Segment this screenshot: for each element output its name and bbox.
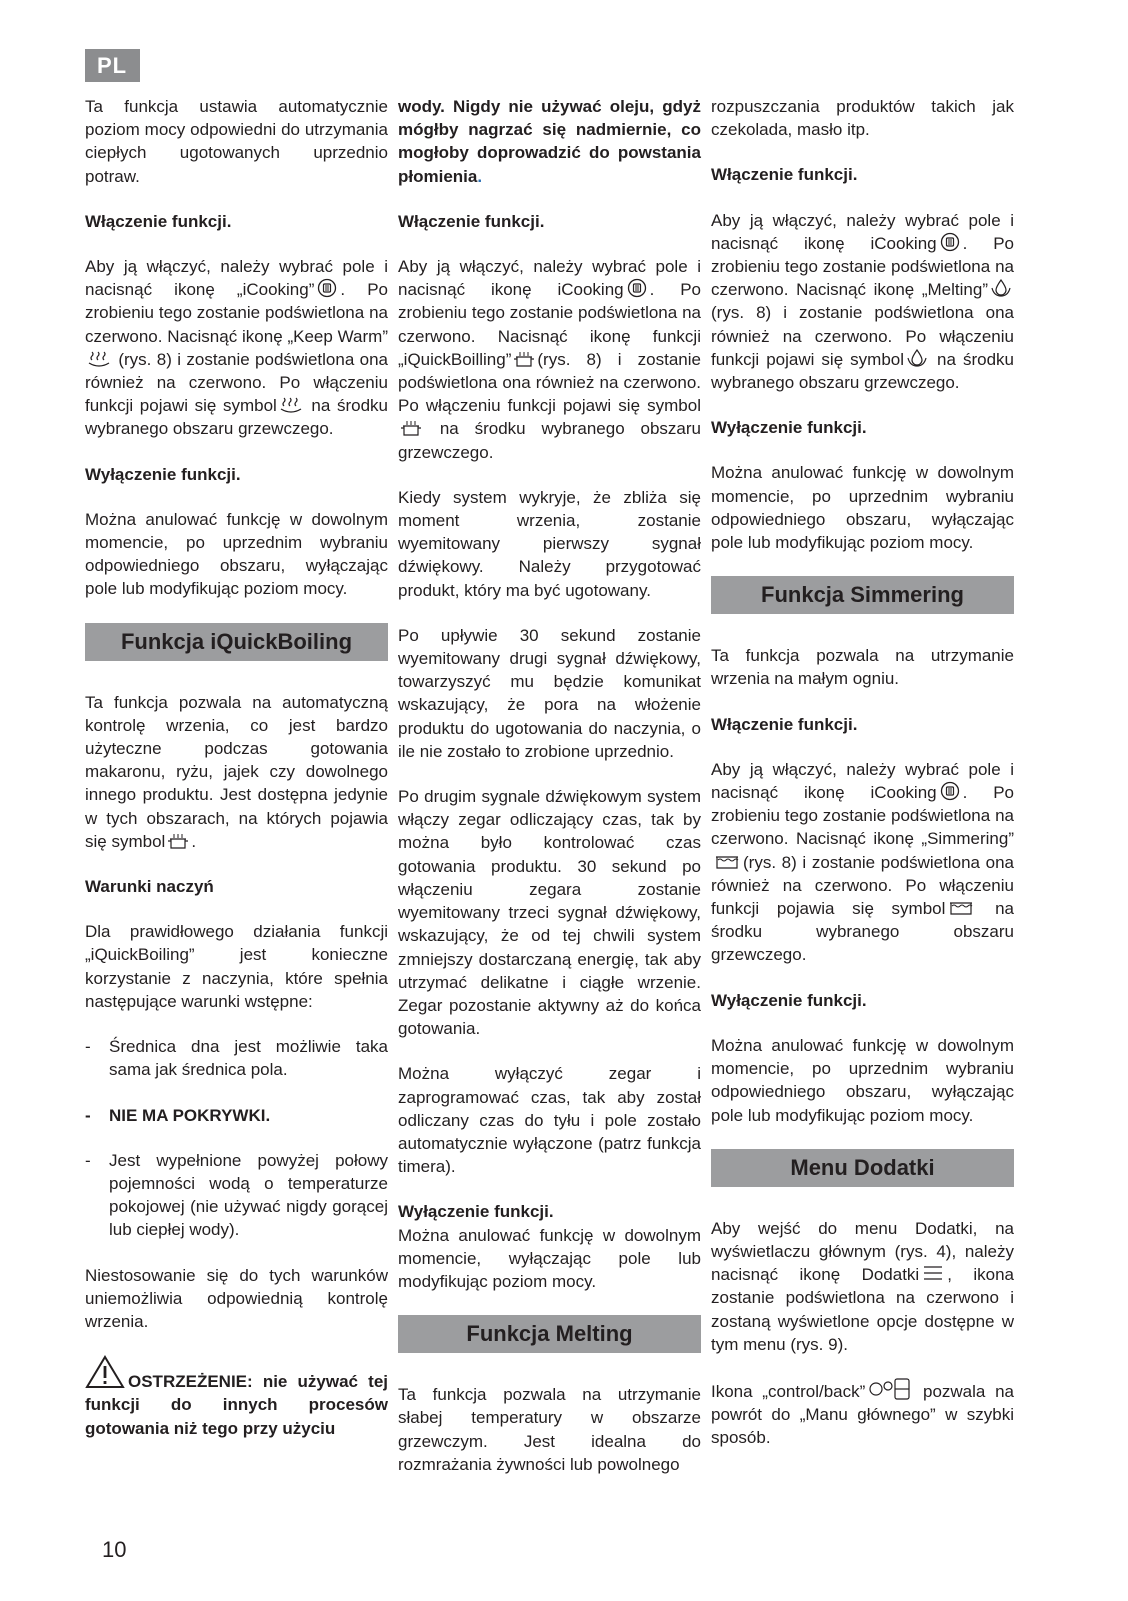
icooking-icon [940, 781, 960, 801]
melting-symbol-icon [907, 348, 927, 368]
control-back-text: Ikona „control/back” pozwala na powrót do „Manu głównego” w szybki sposób. [711, 1378, 1014, 1450]
warning-icon [85, 1355, 125, 1389]
disable-heading: Wyłączenie funkcji. [398, 1202, 554, 1222]
keep-warm-enable-text: Aby ją włączyć, należy wybrać pole i nacisnąć ikonę „iCooking” . Po zrobieniu tego zostanie podświetlona na czerwono. Nacisnąć ikonę „Keep Warm” (rys. 8) i zostanie podświetlona ona również na czerwono. Po włączeniu funkcji pojawi się symbol na środku wybranego obszaru grzewczego. [85, 257, 388, 439]
simmering-disable-text: Można anulować funkcję w dowolnym momencie, po uprzednim wybraniu odpowiedniego obszaru, wyłączając pole lub modyfikując poziom mocy. [711, 1035, 1014, 1125]
iquickboiling-disable-text: Można anulować funkcję w dowolnym momencie, wyłączając pole lub modyfikując poziom mocy. [398, 1225, 701, 1291]
disable-heading: Wyłączenie funkcji. [85, 464, 241, 484]
timer-text: Po drugim sygnale dźwiękowym system włączy zegar odliczający czas, tak by można było kontrolować czas gotowania produktu. 30 sekund po włączeniu zegara zostanie wyemitowany trzeci sygnał dźwiękowy, wskazujący, że od tej chwili system zmniejszy dostarczaną energię, tak aby utrzymać delikatne i ciągłe wrzenie. Zegar pozostanie aktywny aż do końca gotowania. [398, 787, 701, 1039]
section-bar-iquickboiling: Funkcja iQuickBoiling [85, 623, 388, 661]
menu-icon [922, 1263, 944, 1283]
keep-warm-disable-text: Można anulować funkcję w dowolnym momencie, po uprzednim wybraniu odpowiedniego obszaru, wyłączając pole lub modyfikując poziom mocy. [85, 509, 388, 599]
iquickboiling-enable-text: Aby ją włączyć, należy wybrać pole i nacisnąć ikonę iCooking . Po zrobieniu tego zostanie podświetlona na czerwono. Nacisnąć ikonę funkcji „iQuickBoilling” (rys. 8) i zostanie podświetlona ona również na czerwono. Po włączeniu funkcji pojawi się symbol na środku wybranego obszaru grzewczego. [398, 257, 701, 462]
melting-disable-text: Można anulować funkcję w dowolnym momencie, po uprzednim wybraniu odpowiedniego obszaru, wyłączając pole lub modyfikując poziom mocy. [711, 463, 1014, 553]
timer-disable-text: Można wyłączyć zegar i zaprogramować czas, tak aby został odliczany czas do tyłu i pole zostało automatycznie wyłączone (patrz funkcja timera). [398, 1064, 701, 1177]
iquickboiling-symbol-icon [168, 832, 188, 850]
melting-enable-text: Aby ją włączyć, należy wybrać pole i nacisnąć ikonę iCooking . Po zrobieniu tego zostanie podświetlona na czerwono. Nacisnąć ikonę „Melting” (rys. 8) i zostanie podświetlona ona również na czerwono. Po włączeniu funkcji pojawi się symbol na środku wybranego obszaru grzewczego. [711, 210, 1014, 393]
second-signal-text: Po upływie 30 sekund zostanie wyemitowany drugi sygnał dźwiękowy, towarzyszyć mu będzie komunikat wskazujący, że pora na włożenie produktu do ugotowania do naczynia, o ile nie zostało to zrobione uprzednio. [398, 625, 701, 761]
list-item: - NIE MA POKRYWKI. [85, 1105, 271, 1125]
keep-warm-icon [88, 348, 110, 368]
language-tab: PL [85, 49, 140, 82]
keep-warm-intro: Ta funkcja ustawia automatycznie poziom mocy odpowiedni do utrzymania ciepłych ugotowanych uprzednio potraw. [85, 97, 388, 186]
cookware-conditions-heading: Warunki naczyń [85, 877, 214, 897]
simmering-symbol-icon [948, 899, 974, 917]
cookware-conditions-text: Dla prawidłowego działania funkcji „iQuickBoiling” jest konieczne korzystanie z naczynia, które spełnia następujące warunki wstępne: [85, 922, 388, 1011]
page-number: 10 [102, 1537, 127, 1562]
control-back-icon [868, 1378, 910, 1400]
enable-heading: Włączenie funkcji. [711, 714, 858, 734]
column-1 [85, 95, 388, 1440]
enable-heading: Włączenie funkcji. [711, 165, 858, 185]
column-2 [398, 95, 701, 1498]
column-3 [711, 95, 1014, 1472]
icooking-icon [627, 278, 647, 298]
warning-text: OSTRZEŻENIE: nie używać tej funkcji do innych procesów gotowania niż tego przy użyciu [85, 1355, 388, 1440]
boiling-detect-text: Kiedy system wykryje, że zbliża się moment wrzenia, zostanie wyemitowany pierwszy sygnał dźwiękowy. Należy przygotować produkt, który ma być ugotowany. [398, 487, 701, 600]
disable-heading: Wyłączenie funkcji. [711, 418, 867, 438]
section-bar-simmering: Funkcja Simmering [711, 576, 1014, 614]
list-item: - Jest wypełnione powyżej połowy pojemności wodą o temperaturze pokojowej (nie używać nigdy gorącej lub ciepłej wody). [85, 1150, 388, 1240]
iquickboiling-symbol-icon [401, 419, 421, 437]
enable-heading: Włączenie funkcji. [398, 211, 545, 231]
iquickboiling-icon [514, 350, 534, 368]
enable-heading: Włączenie funkcji. [85, 211, 232, 231]
icooking-icon [940, 232, 960, 252]
section-bar-melting: Funkcja Melting [398, 1315, 701, 1353]
icooking-icon [317, 278, 337, 298]
disable-heading: Wyłączenie funkcji. [711, 990, 867, 1010]
simmering-icon [714, 853, 740, 871]
conditions-note: Niestosowanie się do tych warunków uniemożliwia odpowiednią kontrolę wrzenia. [85, 1265, 388, 1331]
melting-intro-continuation: rozpuszczania produktów takich jak czekolada, masło itp. [711, 97, 1014, 140]
melting-icon [991, 278, 1011, 298]
extras-menu-text: Aby wejść do menu Dodatki, na wyświetlaczu głównym (rys. 4), należy nacisnąć ikonę Dodatki , ikona zostanie podświetlona na czerwono i zostaną wyświetlone opcje dostępne w tym menu (rys. 9). [711, 1218, 1014, 1354]
list-item: - Średnica dna jest możliwie taka sama jak średnica pola. [85, 1037, 388, 1080]
iquickboiling-intro: Ta funkcja pozwala na automatyczną kontrolę wrzenia, co jest bardzo użyteczne podczas gotowania makaronu, ryżu, jajek czy dowolnego innego produktu. Jest dostępna jedynie w tych obszarach, na których pojawia się symbol . [85, 692, 388, 851]
melting-warning-continuation: wody. Nigdy nie używać oleju, gdyż mógłby nagrzać się nadmiernie, co mogłoby doprowadzić do powstania płomienia. [398, 97, 701, 186]
melting-intro: Ta funkcja pozwala na utrzymanie słabej temperatury w obszarze grzewczym. Jest idealna do rozmrażania żywności lub powolnego [398, 1385, 701, 1474]
keep-warm-symbol-icon [280, 394, 302, 414]
simmering-intro: Ta funkcja pozwala na utrzymanie wrzenia na małym ogniu. [711, 646, 1014, 689]
simmering-enable-text: Aby ją włączyć, należy wybrać pole i nacisnąć ikonę iCooking . Po zrobieniu tego zostanie podświetlona na czerwono. Nacisnąć ikonę „Simmering”(rys. 8) i zostanie podświetlona ona również na czerwono. Po włączeniu funkcji pojawia się symbol na środku wybranego obszaru grzewczego. [711, 759, 1014, 965]
section-bar-menu-dodatki: Menu Dodatki [711, 1149, 1014, 1187]
